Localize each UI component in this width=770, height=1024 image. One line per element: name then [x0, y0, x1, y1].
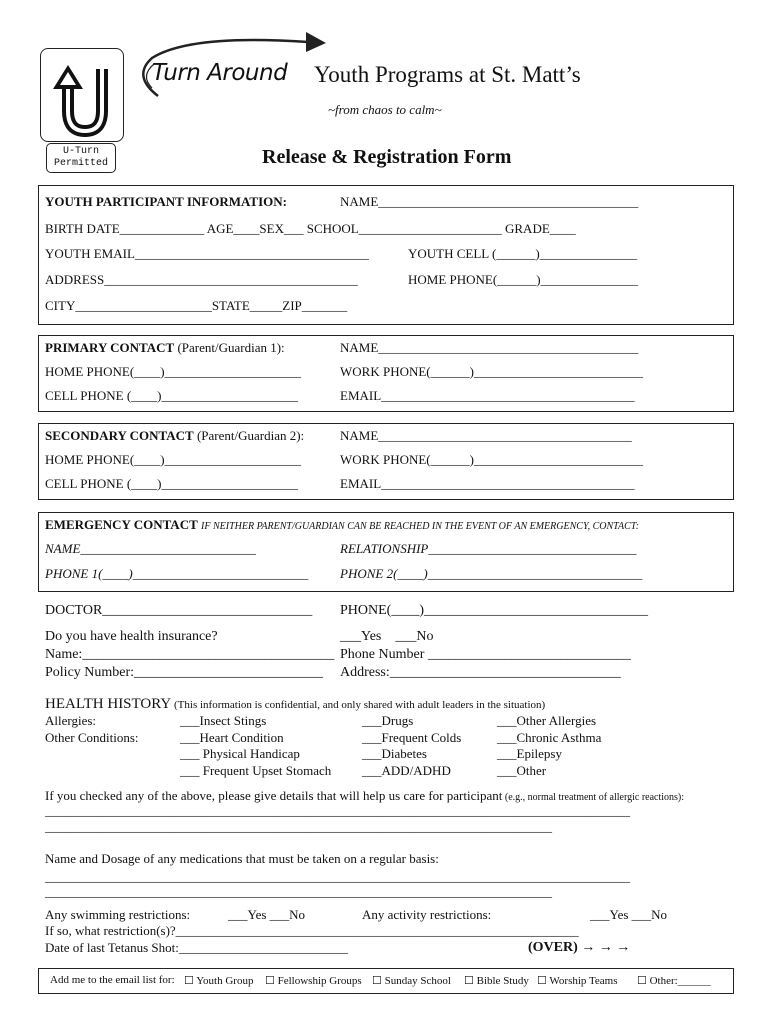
details-question: If you checked any of the above, please give details that will help us care for participant	[45, 788, 503, 803]
youth-birth-age-school-row[interactable]: BIRTH DATE_____________ AGE____SEX___ SCHOOL______________________ GRADE____	[45, 221, 576, 236]
checkbox-other[interactable]: ___Other	[497, 762, 547, 778]
sign-line-1: U-Turn	[62, 146, 99, 157]
details-line-1[interactable]: __________________________________________________________________________________________	[45, 803, 630, 818]
secondary-email-field[interactable]: EMAIL_______________________________________	[340, 476, 635, 491]
activity-yes-no[interactable]: ___Yes ___No	[590, 907, 668, 922]
secondary-heading-bold: SECONDARY CONTACT	[45, 428, 194, 443]
emergency-phone2-field[interactable]: PHONE 2(____)_________________________________	[340, 566, 643, 581]
checkbox-diabetes[interactable]: ___Diabetes	[362, 746, 427, 761]
checkbox-insect-stings[interactable]: ___Insect Stings	[180, 713, 267, 728]
checkbox-chronic-asthma[interactable]: ___Chronic Asthma	[497, 729, 602, 745]
checkbox-physical-handicap[interactable]: ___ Physical Handicap	[180, 746, 300, 761]
medications-line-1[interactable]: __________________________________________________________________________________________	[45, 869, 630, 884]
policy-number-field[interactable]: Policy Number:___________________________	[45, 665, 324, 680]
health-col-2	[362, 713, 461, 779]
checkbox-add-adhd[interactable]: ___ADD/ADHD	[362, 762, 451, 778]
tagline: ~from chaos to calm~	[328, 102, 442, 117]
checkbox-epilepsy[interactable]: ___Epilepsy	[497, 746, 562, 761]
youth-name-field[interactable]: NAME________________________________________	[340, 194, 639, 209]
health-history-title: HEALTH HISTORY	[45, 696, 172, 712]
youth-cell-field[interactable]: YOUTH CELL (______)_______________	[408, 246, 638, 261]
swimming-restrictions-label: Any swimming restrictions:	[45, 907, 191, 922]
primary-email-field[interactable]: EMAIL_______________________________________	[340, 388, 635, 403]
swimming-yes-no[interactable]: ___Yes ___No	[228, 907, 306, 922]
checkbox-frequent-colds[interactable]: ___Frequent Colds	[362, 729, 462, 745]
secondary-name-field[interactable]: NAME_______________________________________	[340, 428, 632, 443]
insurance-question: Do you have health insurance?	[45, 629, 218, 644]
option-worship-teams[interactable]: ☐ Worship Teams	[537, 975, 618, 987]
u-turn-logo	[40, 48, 124, 142]
over-indicator: (OVER) → → →	[528, 940, 631, 955]
emergency-relationship-field[interactable]: RELATIONSHIP________________________________	[340, 541, 637, 556]
logo-wordmark: Turn Around	[152, 60, 288, 86]
primary-work-phone-field[interactable]: WORK PHONE(______)__________________________	[340, 364, 643, 379]
secondary-home-phone-field[interactable]: HOME PHONE(____)_____________________	[45, 452, 302, 467]
primary-heading-bold: PRIMARY CONTACT	[45, 340, 175, 355]
u-turn-arrow-icon	[41, 49, 125, 143]
primary-cell-phone-field[interactable]: CELL PHONE (____)_____________________	[45, 388, 299, 403]
restrictions-field[interactable]: If so, what restriction(s)?______________________________________________________________	[45, 923, 579, 938]
health-history-heading	[45, 696, 545, 713]
primary-heading	[45, 340, 285, 356]
youth-heading-text: YOUTH PARTICIPANT INFORMATION	[45, 194, 283, 209]
youth-section-heading	[45, 194, 287, 210]
emergency-heading-bold: EMERGENCY CONTACT	[45, 517, 198, 532]
checkbox-upset-stomach[interactable]: ___ Frequent Upset Stomach	[180, 762, 332, 778]
primary-heading-rest: (Parent/Guardian 1):	[174, 340, 285, 355]
youth-heading-colon: :	[282, 194, 287, 209]
tetanus-field[interactable]: Date of last Tetanus Shot:__________________________	[45, 940, 348, 955]
checkbox-drugs[interactable]: ___Drugs	[362, 713, 414, 728]
doctor-phone-field[interactable]: PHONE(____)________________________________	[340, 603, 648, 618]
youth-email-field[interactable]: YOUTH EMAIL____________________________________	[45, 246, 369, 261]
secondary-heading-rest: (Parent/Guardian 2):	[193, 428, 305, 443]
program-title: Youth Programs at St. Matt’s	[314, 62, 581, 87]
checkbox-heart-condition[interactable]: ___Heart Condition	[180, 729, 284, 745]
details-prompt	[45, 788, 684, 804]
u-turn-permitted-sign	[46, 143, 116, 173]
primary-name-field[interactable]: NAME________________________________________	[340, 340, 639, 355]
activity-restrictions-label: Any activity restrictions:	[362, 907, 492, 922]
insurance-name-field[interactable]: Name:____________________________________	[45, 647, 335, 662]
allergies-label: Allergies:	[45, 713, 97, 728]
option-bible-study[interactable]: ☐ Bible Study	[464, 975, 529, 987]
secondary-cell-phone-field[interactable]: CELL PHONE (____)_____________________	[45, 476, 299, 491]
primary-home-phone-field[interactable]: HOME PHONE(____)_____________________	[45, 364, 302, 379]
youth-home-phone-field[interactable]: HOME PHONE(______)_______________	[408, 272, 639, 287]
sign-line-2: Permitted	[53, 158, 108, 169]
option-other[interactable]: ☐ Other:______	[637, 975, 711, 987]
insurance-phone-field[interactable]: Phone Number _____________________________	[340, 647, 631, 662]
emergency-heading	[45, 517, 639, 533]
details-note: (e.g., normal treatment of allergic reactions):	[502, 792, 685, 803]
health-col-1	[180, 713, 331, 779]
email-list-label: Add me to the email list for:	[50, 974, 175, 986]
health-history-note: (This information is confidential, and only shared with adult leaders in the situation)	[171, 699, 546, 711]
secondary-heading	[45, 428, 304, 444]
emergency-name-field[interactable]: NAME___________________________	[45, 541, 256, 556]
youth-address-field[interactable]: ADDRESS_______________________________________	[45, 272, 358, 287]
checkbox-other-allergies[interactable]: ___Other Allergies	[497, 713, 597, 728]
insurance-yes-no[interactable]: ___Yes ___No	[340, 629, 434, 644]
other-conditions-label: Other Conditions:	[45, 730, 139, 745]
option-youth-group[interactable]: ☐ Youth Group	[184, 975, 254, 987]
medications-prompt: Name and Dosage of any medications that must be taken on a regular basis:	[45, 851, 439, 866]
youth-city-state-zip-field[interactable]: CITY_____________________STATE_____ZIP_______	[45, 298, 348, 313]
emergency-phone1-field[interactable]: PHONE 1(____)___________________________	[45, 566, 309, 581]
health-col-3	[497, 713, 601, 779]
option-sunday-school[interactable]: ☐ Sunday School	[372, 975, 451, 987]
insurance-address-field[interactable]: Address:_________________________________	[340, 665, 621, 680]
option-fellowship-groups[interactable]: ☐ Fellowship Groups	[265, 975, 362, 987]
doctor-field[interactable]: DOCTOR______________________________	[45, 603, 313, 618]
secondary-work-phone-field[interactable]: WORK PHONE(______)__________________________	[340, 452, 643, 467]
emergency-heading-note: IF NEITHER PARENT/GUARDIAN CAN BE REACHED IN THE EVENT OF AN EMERGENCY, CONTACT:	[201, 521, 640, 532]
medications-line-2[interactable]: ______________________________________________________________________________	[45, 884, 552, 899]
details-line-2[interactable]: ______________________________________________________________________________	[45, 819, 552, 834]
form-title: Release & Registration Form	[262, 146, 512, 168]
